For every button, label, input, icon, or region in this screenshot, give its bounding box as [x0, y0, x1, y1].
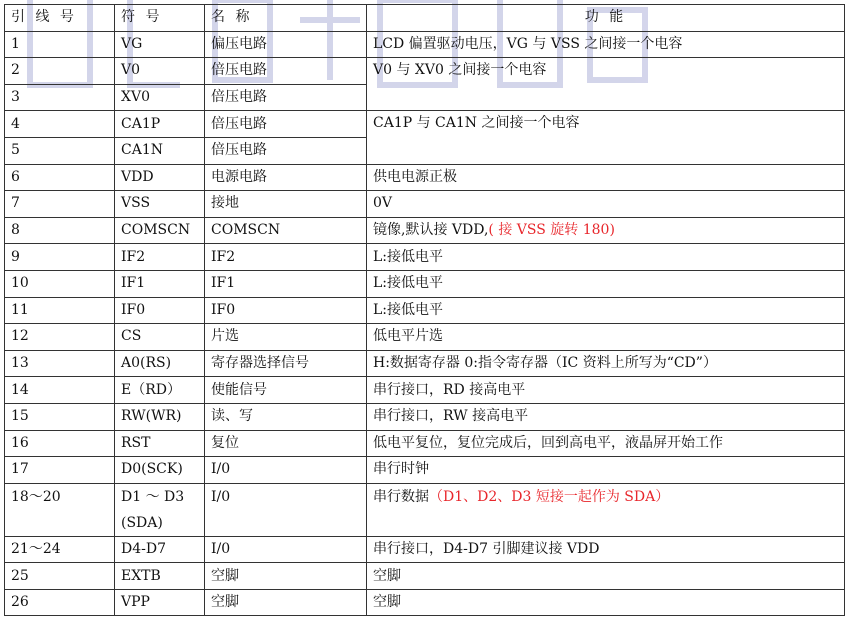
- pin-name: I/0: [205, 483, 367, 536]
- table-row: [5, 483, 845, 536]
- pin-symbol: XV0: [115, 84, 205, 111]
- pin-definition-table: [4, 4, 845, 616]
- pin-function: L:接低电平: [367, 297, 845, 324]
- pin-number: 2: [5, 58, 115, 85]
- pin-symbol: VSS: [115, 191, 205, 218]
- table-row: [5, 31, 845, 58]
- pin-symbol: RW(WR): [115, 403, 205, 430]
- table-row: [5, 191, 845, 218]
- pin-number: 13: [5, 350, 115, 377]
- pin-name: 使能信号: [205, 377, 367, 404]
- pin-name: 倍压电路: [205, 111, 367, 138]
- table-row: [5, 324, 845, 351]
- pin-number: 12: [5, 324, 115, 351]
- pin-function: 低电平片选: [367, 324, 845, 351]
- table-row: [5, 430, 845, 457]
- pin-name: I/0: [205, 536, 367, 563]
- table-row: [5, 111, 845, 138]
- pin-name: COMSCN: [205, 217, 367, 244]
- pin-number: 10: [5, 270, 115, 297]
- pin-name: 空脚: [205, 563, 367, 590]
- pin-name: 片选: [205, 324, 367, 351]
- pin-number: 15: [5, 403, 115, 430]
- pin-name: IF1: [205, 270, 367, 297]
- pin-number: 5: [5, 137, 115, 164]
- pin-symbol: CS: [115, 324, 205, 351]
- table-row: [5, 536, 845, 563]
- table-row: [5, 589, 845, 616]
- function-note-red: （D1、D2、D3 短接一起作为 SDA）: [429, 488, 670, 505]
- pin-number: 8: [5, 217, 115, 244]
- table-row: [5, 270, 845, 297]
- pin-function: 低电平复位，复位完成后，回到高电平，液晶屏开始工作: [367, 430, 845, 457]
- pin-function: [367, 217, 845, 244]
- pin-symbol: VG: [115, 31, 205, 58]
- table-row: [5, 377, 845, 404]
- pin-symbol: VPP: [115, 589, 205, 616]
- pin-number: 14: [5, 377, 115, 404]
- header-pin: 引 线 号: [5, 5, 115, 32]
- pin-symbol: V0: [115, 58, 205, 85]
- pin-function: L:接低电平: [367, 244, 845, 271]
- pin-name: I/0: [205, 457, 367, 484]
- pin-number: 3: [5, 84, 115, 111]
- pin-name: 寄存器选择信号: [205, 350, 367, 377]
- pin-function: 串行时钟: [367, 457, 845, 484]
- pin-symbol: RST: [115, 430, 205, 457]
- table-row: [5, 457, 845, 484]
- function-text: 串行数据: [373, 488, 429, 505]
- pin-name: 接地: [205, 191, 367, 218]
- pin-number: 25: [5, 563, 115, 590]
- pin-name: 倍压电路: [205, 137, 367, 164]
- pin-name: 电源电路: [205, 164, 367, 191]
- table-row: [5, 58, 845, 85]
- pin-symbol: A0(RS): [115, 350, 205, 377]
- pin-symbol: EXTB: [115, 563, 205, 590]
- pin-symbol: CA1P: [115, 111, 205, 138]
- pin-function: 供电电源正极: [367, 164, 845, 191]
- header-name: 名 称: [205, 5, 367, 32]
- table-row: [5, 164, 845, 191]
- table-row: [5, 563, 845, 590]
- pin-name: 倍压电路: [205, 58, 367, 85]
- pin-number: 11: [5, 297, 115, 324]
- pin-function: 0V: [367, 191, 845, 218]
- pin-symbol: IF0: [115, 297, 205, 324]
- pin-function: 串行接口，RD 接高电平: [367, 377, 845, 404]
- table-row: [5, 297, 845, 324]
- pin-name: 偏压电路: [205, 31, 367, 58]
- pin-number: 16: [5, 430, 115, 457]
- pin-symbol: COMSCN: [115, 217, 205, 244]
- pin-number: 21～24: [5, 536, 115, 563]
- function-note-red: ( 接 VSS 旋转 180): [488, 222, 615, 239]
- pin-number: 17: [5, 457, 115, 484]
- pin-name: 空脚: [205, 589, 367, 616]
- pin-number: 9: [5, 244, 115, 271]
- table-row: [5, 217, 845, 244]
- pin-function: 串行接口，D4-D7 引脚建议接 VDD: [367, 536, 845, 563]
- pin-function: H:数据寄存器 0:指令寄存器（IC 资料上所写为“CD”）: [367, 350, 845, 377]
- pin-function: CA1P 与 CA1N 之间接一个电容: [367, 111, 845, 164]
- pin-function: [367, 483, 845, 536]
- pin-function: L:接低电平: [367, 270, 845, 297]
- pin-name: 复位: [205, 430, 367, 457]
- table-row: [5, 244, 845, 271]
- pin-number: 6: [5, 164, 115, 191]
- pin-function: 空脚: [367, 589, 845, 616]
- pin-number: 7: [5, 191, 115, 218]
- pin-name: 读、写: [205, 403, 367, 430]
- pin-symbol: VDD: [115, 164, 205, 191]
- pin-symbol: CA1N: [115, 137, 205, 164]
- pin-number: 26: [5, 589, 115, 616]
- pin-name: 倍压电路: [205, 84, 367, 111]
- table-row: [5, 350, 845, 377]
- pin-symbol: D4-D7: [115, 536, 205, 563]
- pin-symbol: IF1: [115, 270, 205, 297]
- pin-function: 串行接口，RW 接高电平: [367, 403, 845, 430]
- pin-number: 1: [5, 31, 115, 58]
- function-text: 镜像,默认接 VDD,: [373, 222, 489, 239]
- header-function: 功 能: [367, 5, 845, 32]
- pin-number: 18～20: [5, 483, 115, 536]
- pin-number: 4: [5, 111, 115, 138]
- pin-symbol: IF2: [115, 244, 205, 271]
- pin-function: 空脚: [367, 563, 845, 590]
- table-header-row: [5, 5, 845, 32]
- pin-symbol: E（RD）: [115, 377, 205, 404]
- header-symbol: 符 号: [115, 5, 205, 32]
- pin-name: IF0: [205, 297, 367, 324]
- pin-symbol: D1 ～ D3 (SDA): [115, 483, 205, 536]
- pin-function: LCD 偏置驱动电压，VG 与 VSS 之间接一个电容: [367, 31, 845, 58]
- pin-function: V0 与 XV0 之间接一个电容: [367, 58, 845, 111]
- table-row: [5, 403, 845, 430]
- pin-name: IF2: [205, 244, 367, 271]
- pin-symbol: D0(SCK): [115, 457, 205, 484]
